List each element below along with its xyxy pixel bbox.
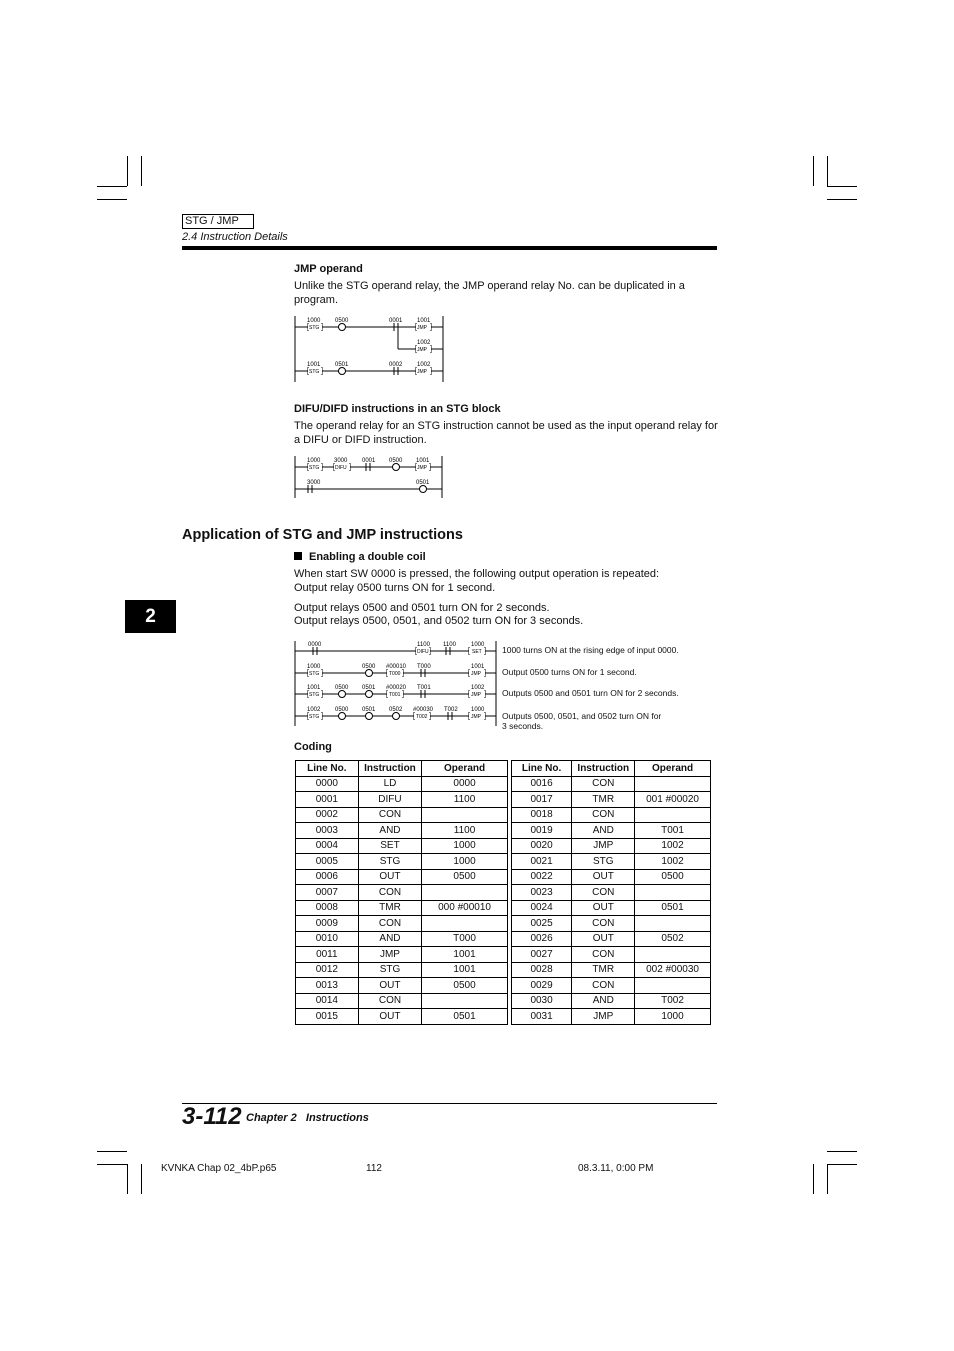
app-para1-line1: When start SW 0000 is pressed, the following output operation is repeated: <box>294 568 660 580</box>
svg-text:JMP: JMP <box>471 714 481 720</box>
svg-text:STG: STG <box>309 714 320 720</box>
table-cell: 0017 <box>511 792 572 808</box>
svg-text:#00020: #00020 <box>386 685 407 691</box>
jmp-label: JMP <box>417 369 427 375</box>
table-row <box>296 823 711 839</box>
table-cell: 1100 <box>422 823 508 839</box>
subheading-text: Enabling a double coil <box>309 551 426 563</box>
table-row <box>296 900 711 916</box>
svg-text:SET: SET <box>472 649 482 655</box>
svg-text:1001: 1001 <box>416 458 430 464</box>
table-cell: 0009 <box>296 916 359 932</box>
table-cell: CON <box>358 807 422 823</box>
table-cell: OUT <box>358 1009 422 1025</box>
table-row <box>296 792 711 808</box>
coding-heading: Coding <box>294 741 332 753</box>
table-cell: JMP <box>572 838 635 854</box>
jmp-operand-ladder <box>290 312 450 384</box>
table-cell: 0015 <box>296 1009 359 1025</box>
svg-text:3000: 3000 <box>334 458 348 464</box>
difu-text: The operand relay for an STG instruction cannot be used as the input operand relay for a DIFU or DIFD instruction. <box>294 420 718 446</box>
application-heading: Application of STG and JMP instructions <box>182 527 463 543</box>
table-cell: 0030 <box>511 993 572 1009</box>
header-tag: STG / JMP <box>182 214 254 229</box>
table-cell: 0012 <box>296 962 359 978</box>
svg-text:0500: 0500 <box>335 707 349 713</box>
svg-text:T001: T001 <box>417 685 431 691</box>
table-cell: 0024 <box>511 900 572 916</box>
table-cell: 0029 <box>511 978 572 994</box>
table-cell: 0003 <box>296 823 359 839</box>
svg-text:T000: T000 <box>389 671 401 677</box>
svg-text:T002: T002 <box>444 707 458 713</box>
svg-text:1000: 1000 <box>307 664 321 670</box>
svg-text:1000: 1000 <box>471 642 485 648</box>
header-rule <box>182 246 717 250</box>
table-cell: 0006 <box>296 869 359 885</box>
table-cell: 002 #00030 <box>635 962 711 978</box>
table-cell: 0008 <box>296 900 359 916</box>
jmp-label: JMP <box>417 347 427 353</box>
table-row <box>296 807 711 823</box>
table-cell <box>635 978 711 994</box>
svg-text:0501: 0501 <box>362 707 376 713</box>
table-cell: OUT <box>572 931 635 947</box>
jmp-label: STG <box>309 369 320 375</box>
svg-text:0001: 0001 <box>362 458 376 464</box>
svg-text:STG: STG <box>309 692 320 698</box>
table-cell: STG <box>572 854 635 870</box>
table-cell: OUT <box>572 869 635 885</box>
coding-header-row <box>296 761 711 777</box>
table-cell <box>422 916 508 932</box>
table-cell: T000 <box>422 931 508 947</box>
ladder-annotation: Output 0500 turns ON for 1 second. <box>502 667 637 677</box>
table-cell: AND <box>572 993 635 1009</box>
jmp-label: 0001 <box>389 318 403 324</box>
ladder-annotation: Outputs 0500 and 0501 turn ON for 2 seconds. <box>502 688 679 698</box>
table-cell: 1000 <box>422 838 508 854</box>
table-cell <box>635 885 711 901</box>
table-row <box>296 993 711 1009</box>
slug-page: 112 <box>366 1163 382 1174</box>
table-cell: CON <box>572 807 635 823</box>
table-cell: CON <box>572 947 635 963</box>
table-cell: 1002 <box>635 838 711 854</box>
table-cell: 0002 <box>296 807 359 823</box>
table-cell: LD <box>358 776 422 792</box>
table-row <box>296 854 711 870</box>
table-cell: CON <box>572 885 635 901</box>
col-header: Instruction <box>358 761 422 777</box>
table-cell: 0004 <box>296 838 359 854</box>
table-cell: 0014 <box>296 993 359 1009</box>
jmp-label: 1002 <box>417 340 431 346</box>
app-para1-line2: Output relay 0500 turns ON for 1 second. <box>294 582 496 594</box>
coding-table <box>295 760 711 1025</box>
table-cell: 1001 <box>422 947 508 963</box>
table-cell: T002 <box>635 993 711 1009</box>
table-cell: 000 #00010 <box>422 900 508 916</box>
square-bullet-icon <box>294 552 302 560</box>
table-cell: 0013 <box>296 978 359 994</box>
jmp-label: 1001 <box>417 318 431 324</box>
table-cell <box>635 776 711 792</box>
table-row <box>296 978 711 994</box>
ladder-annotation: Outputs 0500, 0501, and 0502 turn ON for <box>502 711 662 721</box>
ladder-annotation: 3 seconds. <box>502 721 544 731</box>
table-cell: 0007 <box>296 885 359 901</box>
table-cell: SET <box>358 838 422 854</box>
svg-text:JMP: JMP <box>417 465 427 471</box>
table-cell: 0501 <box>635 900 711 916</box>
jmp-label: 0500 <box>335 318 349 324</box>
table-cell: 0010 <box>296 931 359 947</box>
table-cell: STG <box>358 854 422 870</box>
table-cell: 0019 <box>511 823 572 839</box>
jmp-label: STG <box>309 325 320 331</box>
svg-text:3000: 3000 <box>307 480 321 486</box>
table-cell: 0020 <box>511 838 572 854</box>
table-cell: 0000 <box>422 776 508 792</box>
svg-text:0501: 0501 <box>362 685 376 691</box>
table-cell: TMR <box>572 792 635 808</box>
jmp-label: JMP <box>417 325 427 331</box>
table-cell: 1100 <box>422 792 508 808</box>
footer-rule <box>182 1103 717 1104</box>
table-cell: 0028 <box>511 962 572 978</box>
slug-file: KVNKA Chap 02_4bP.p65 <box>161 1163 277 1174</box>
col-header: Line No. <box>296 761 359 777</box>
table-cell: 0500 <box>422 869 508 885</box>
table-cell: 0026 <box>511 931 572 947</box>
table-cell: 0018 <box>511 807 572 823</box>
svg-text:#00010: #00010 <box>386 664 407 670</box>
svg-text:#00030: #00030 <box>413 707 434 713</box>
footer-chapter: Chapter 2 Instructions <box>246 1112 369 1124</box>
svg-text:1100: 1100 <box>417 642 430 648</box>
svg-text:0000: 0000 <box>308 642 322 648</box>
table-cell: 1000 <box>635 1009 711 1025</box>
jmp-label: 1001 <box>307 362 321 368</box>
jmp-operand-heading: JMP operand <box>294 263 363 275</box>
table-cell: 0001 <box>296 792 359 808</box>
svg-text:1002: 1002 <box>307 707 321 713</box>
table-cell: OUT <box>572 900 635 916</box>
svg-text:JMP: JMP <box>471 692 481 698</box>
table-row <box>296 776 711 792</box>
table-cell <box>635 947 711 963</box>
table-cell: JMP <box>358 947 422 963</box>
col-header: Operand <box>635 761 711 777</box>
table-cell: 0000 <box>296 776 359 792</box>
table-row <box>296 1009 711 1025</box>
ladder-annotation: 1000 turns ON at the rising edge of input 0000. <box>502 645 679 655</box>
table-row <box>296 931 711 947</box>
svg-text:0500: 0500 <box>362 664 376 670</box>
table-cell: STG <box>358 962 422 978</box>
table-cell <box>635 916 711 932</box>
svg-text:JMP: JMP <box>471 671 481 677</box>
slug-date: 08.3.11, 0:00 PM <box>578 1163 654 1174</box>
difu-heading: DIFU/DIFD instructions in an STG block <box>294 403 501 415</box>
svg-text:1001: 1001 <box>471 664 485 670</box>
table-cell: 0027 <box>511 947 572 963</box>
table-cell: CON <box>572 916 635 932</box>
difu-ladder <box>290 452 450 502</box>
table-cell: 0016 <box>511 776 572 792</box>
table-cell: OUT <box>358 978 422 994</box>
app-para2-line2: Output relays 0500, 0501, and 0502 turn ON for 3 seconds. <box>294 615 584 627</box>
table-row <box>296 916 711 932</box>
chapter-tab: 2 <box>125 600 176 633</box>
table-cell: DIFU <box>358 792 422 808</box>
double-coil-ladder <box>290 638 502 730</box>
svg-text:0500: 0500 <box>335 685 349 691</box>
table-cell: TMR <box>358 900 422 916</box>
svg-text:STG: STG <box>309 671 320 677</box>
app-para2-line1: Output relays 0500 and 0501 turn ON for 2 seconds. <box>294 602 550 614</box>
svg-text:T001: T001 <box>389 692 401 698</box>
table-cell: AND <box>572 823 635 839</box>
svg-text:DIFU: DIFU <box>417 649 429 655</box>
jmp-label: 1000 <box>307 318 321 324</box>
table-cell: 1002 <box>635 854 711 870</box>
jmp-label: 0501 <box>335 362 349 368</box>
table-cell: 0005 <box>296 854 359 870</box>
jmp-label: 0002 <box>389 362 403 368</box>
table-cell: 0023 <box>511 885 572 901</box>
table-cell <box>635 807 711 823</box>
table-cell: 0021 <box>511 854 572 870</box>
table-cell: CON <box>572 776 635 792</box>
table-cell: 0500 <box>422 978 508 994</box>
table-row <box>296 869 711 885</box>
table-cell: 0011 <box>296 947 359 963</box>
svg-text:1001: 1001 <box>307 685 321 691</box>
table-cell: CON <box>358 885 422 901</box>
svg-text:1000: 1000 <box>307 458 321 464</box>
table-cell: 1000 <box>422 854 508 870</box>
table-cell: T001 <box>635 823 711 839</box>
header-section: 2.4 Instruction Details <box>182 231 288 243</box>
svg-text:T002: T002 <box>416 714 428 720</box>
table-row <box>296 947 711 963</box>
table-cell <box>422 885 508 901</box>
table-cell: CON <box>358 916 422 932</box>
page-number: 3-112 <box>182 1103 242 1130</box>
table-cell: 001 #00020 <box>635 792 711 808</box>
col-header: Instruction <box>572 761 635 777</box>
jmp-operand-text: Unlike the STG operand relay, the JMP operand relay No. can be duplicated in a program. <box>294 280 685 306</box>
svg-text:1000: 1000 <box>471 707 485 713</box>
svg-text:DIFU: DIFU <box>335 465 347 471</box>
table-cell: 0502 <box>635 931 711 947</box>
enabling-double-coil-heading <box>294 551 426 563</box>
svg-text:T000: T000 <box>417 664 431 670</box>
table-cell: 0022 <box>511 869 572 885</box>
svg-text:1100: 1100 <box>443 642 456 648</box>
table-cell <box>422 807 508 823</box>
jmp-label: 1002 <box>417 362 431 368</box>
svg-text:0500: 0500 <box>389 458 403 464</box>
col-header: Line No. <box>511 761 572 777</box>
table-cell: CON <box>358 993 422 1009</box>
svg-text:STG: STG <box>309 465 320 471</box>
svg-text:0502: 0502 <box>389 707 403 713</box>
table-cell: JMP <box>572 1009 635 1025</box>
table-cell: 0025 <box>511 916 572 932</box>
svg-text:0501: 0501 <box>416 480 430 486</box>
table-row <box>296 962 711 978</box>
table-row <box>296 838 711 854</box>
col-header: Operand <box>422 761 508 777</box>
table-cell: 0500 <box>635 869 711 885</box>
table-cell: TMR <box>572 962 635 978</box>
table-cell: 1001 <box>422 962 508 978</box>
table-cell: AND <box>358 931 422 947</box>
table-cell <box>422 993 508 1009</box>
svg-text:1002: 1002 <box>471 685 485 691</box>
table-row <box>296 885 711 901</box>
table-cell: CON <box>572 978 635 994</box>
table-cell: OUT <box>358 869 422 885</box>
table-cell: 0501 <box>422 1009 508 1025</box>
table-cell: AND <box>358 823 422 839</box>
table-cell: 0031 <box>511 1009 572 1025</box>
